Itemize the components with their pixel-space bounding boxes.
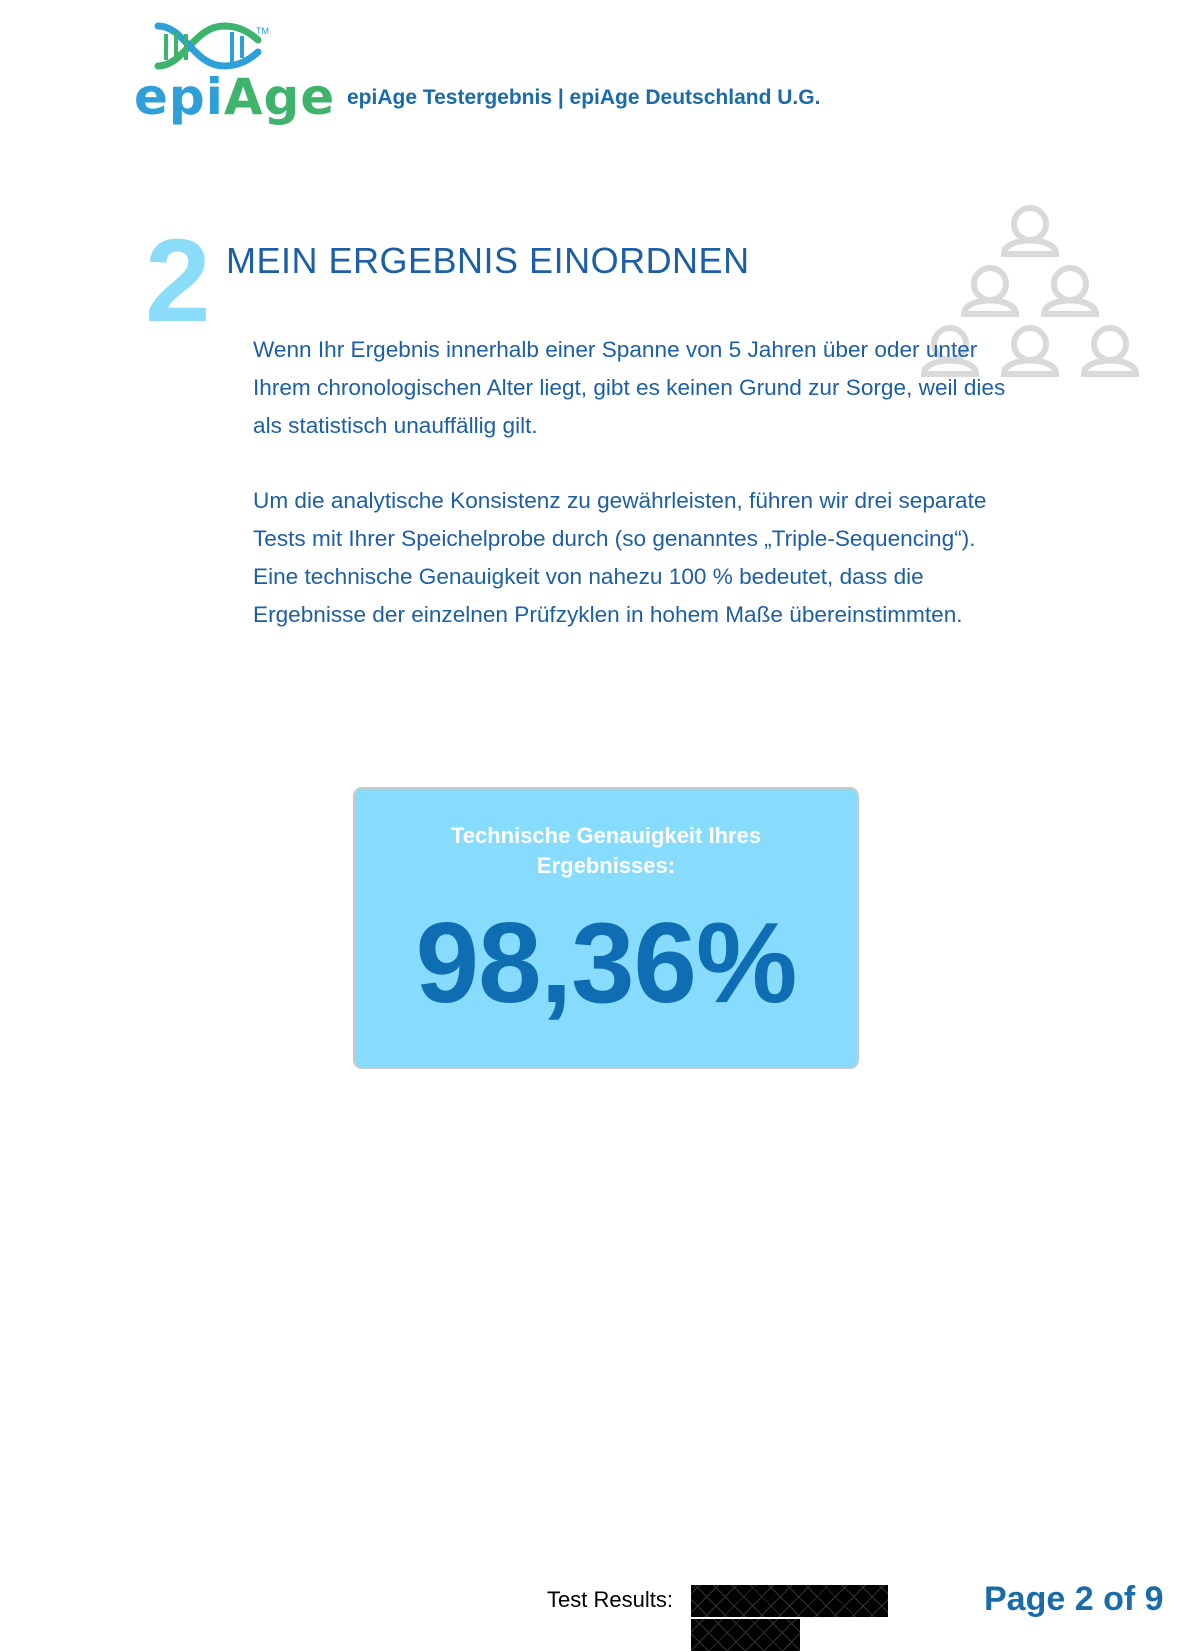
accuracy-value: 98,36%	[415, 900, 797, 1027]
body-paragraph-2: Um die analytische Konsistenz zu gewährleisten, führen wir drei separate Tests mit Ihrer Speichelprobe durch (so genanntes „Triple-Sequencing“). Eine technische Genauigkeit von nahezu 100 % bedeutet, dass die Ergebnisse der einzelnen Prüfzyklen in hohem Maße übereinstimmten.	[253, 488, 987, 627]
section-number: 2	[145, 215, 211, 347]
logo-wordmark	[134, 68, 336, 126]
page-indicator: Page 2 of 9	[984, 1580, 1164, 1618]
section-title: MEIN ERGEBNIS EINORDNEN	[226, 240, 750, 281]
redacted-block	[691, 1585, 888, 1617]
redacted-block	[691, 1619, 800, 1651]
dna-helix-icon	[154, 20, 264, 72]
test-results-label: Test Results:	[547, 1587, 673, 1612]
header-title: epiAge Testergebnis | epiAge Deutschland U.G.	[347, 86, 821, 109]
trademark-mark: TM	[256, 26, 269, 36]
logo-word-age: Age	[223, 68, 336, 126]
accuracy-label: Technische Genauigkeit Ihres Ergebnisses:	[450, 823, 762, 878]
epiage-logo	[134, 20, 336, 130]
body-paragraph-1: Wenn Ihr Ergebnis innerhalb einer Spanne von 5 Jahren über oder unter Ihrem chronologischen Alter liegt, gibt es keinen Grund zur Sorge, weil dies als statistisch unauffällig gilt.	[253, 337, 1006, 438]
accuracy-box	[353, 787, 859, 1069]
logo-word-epi: epi	[134, 68, 224, 126]
